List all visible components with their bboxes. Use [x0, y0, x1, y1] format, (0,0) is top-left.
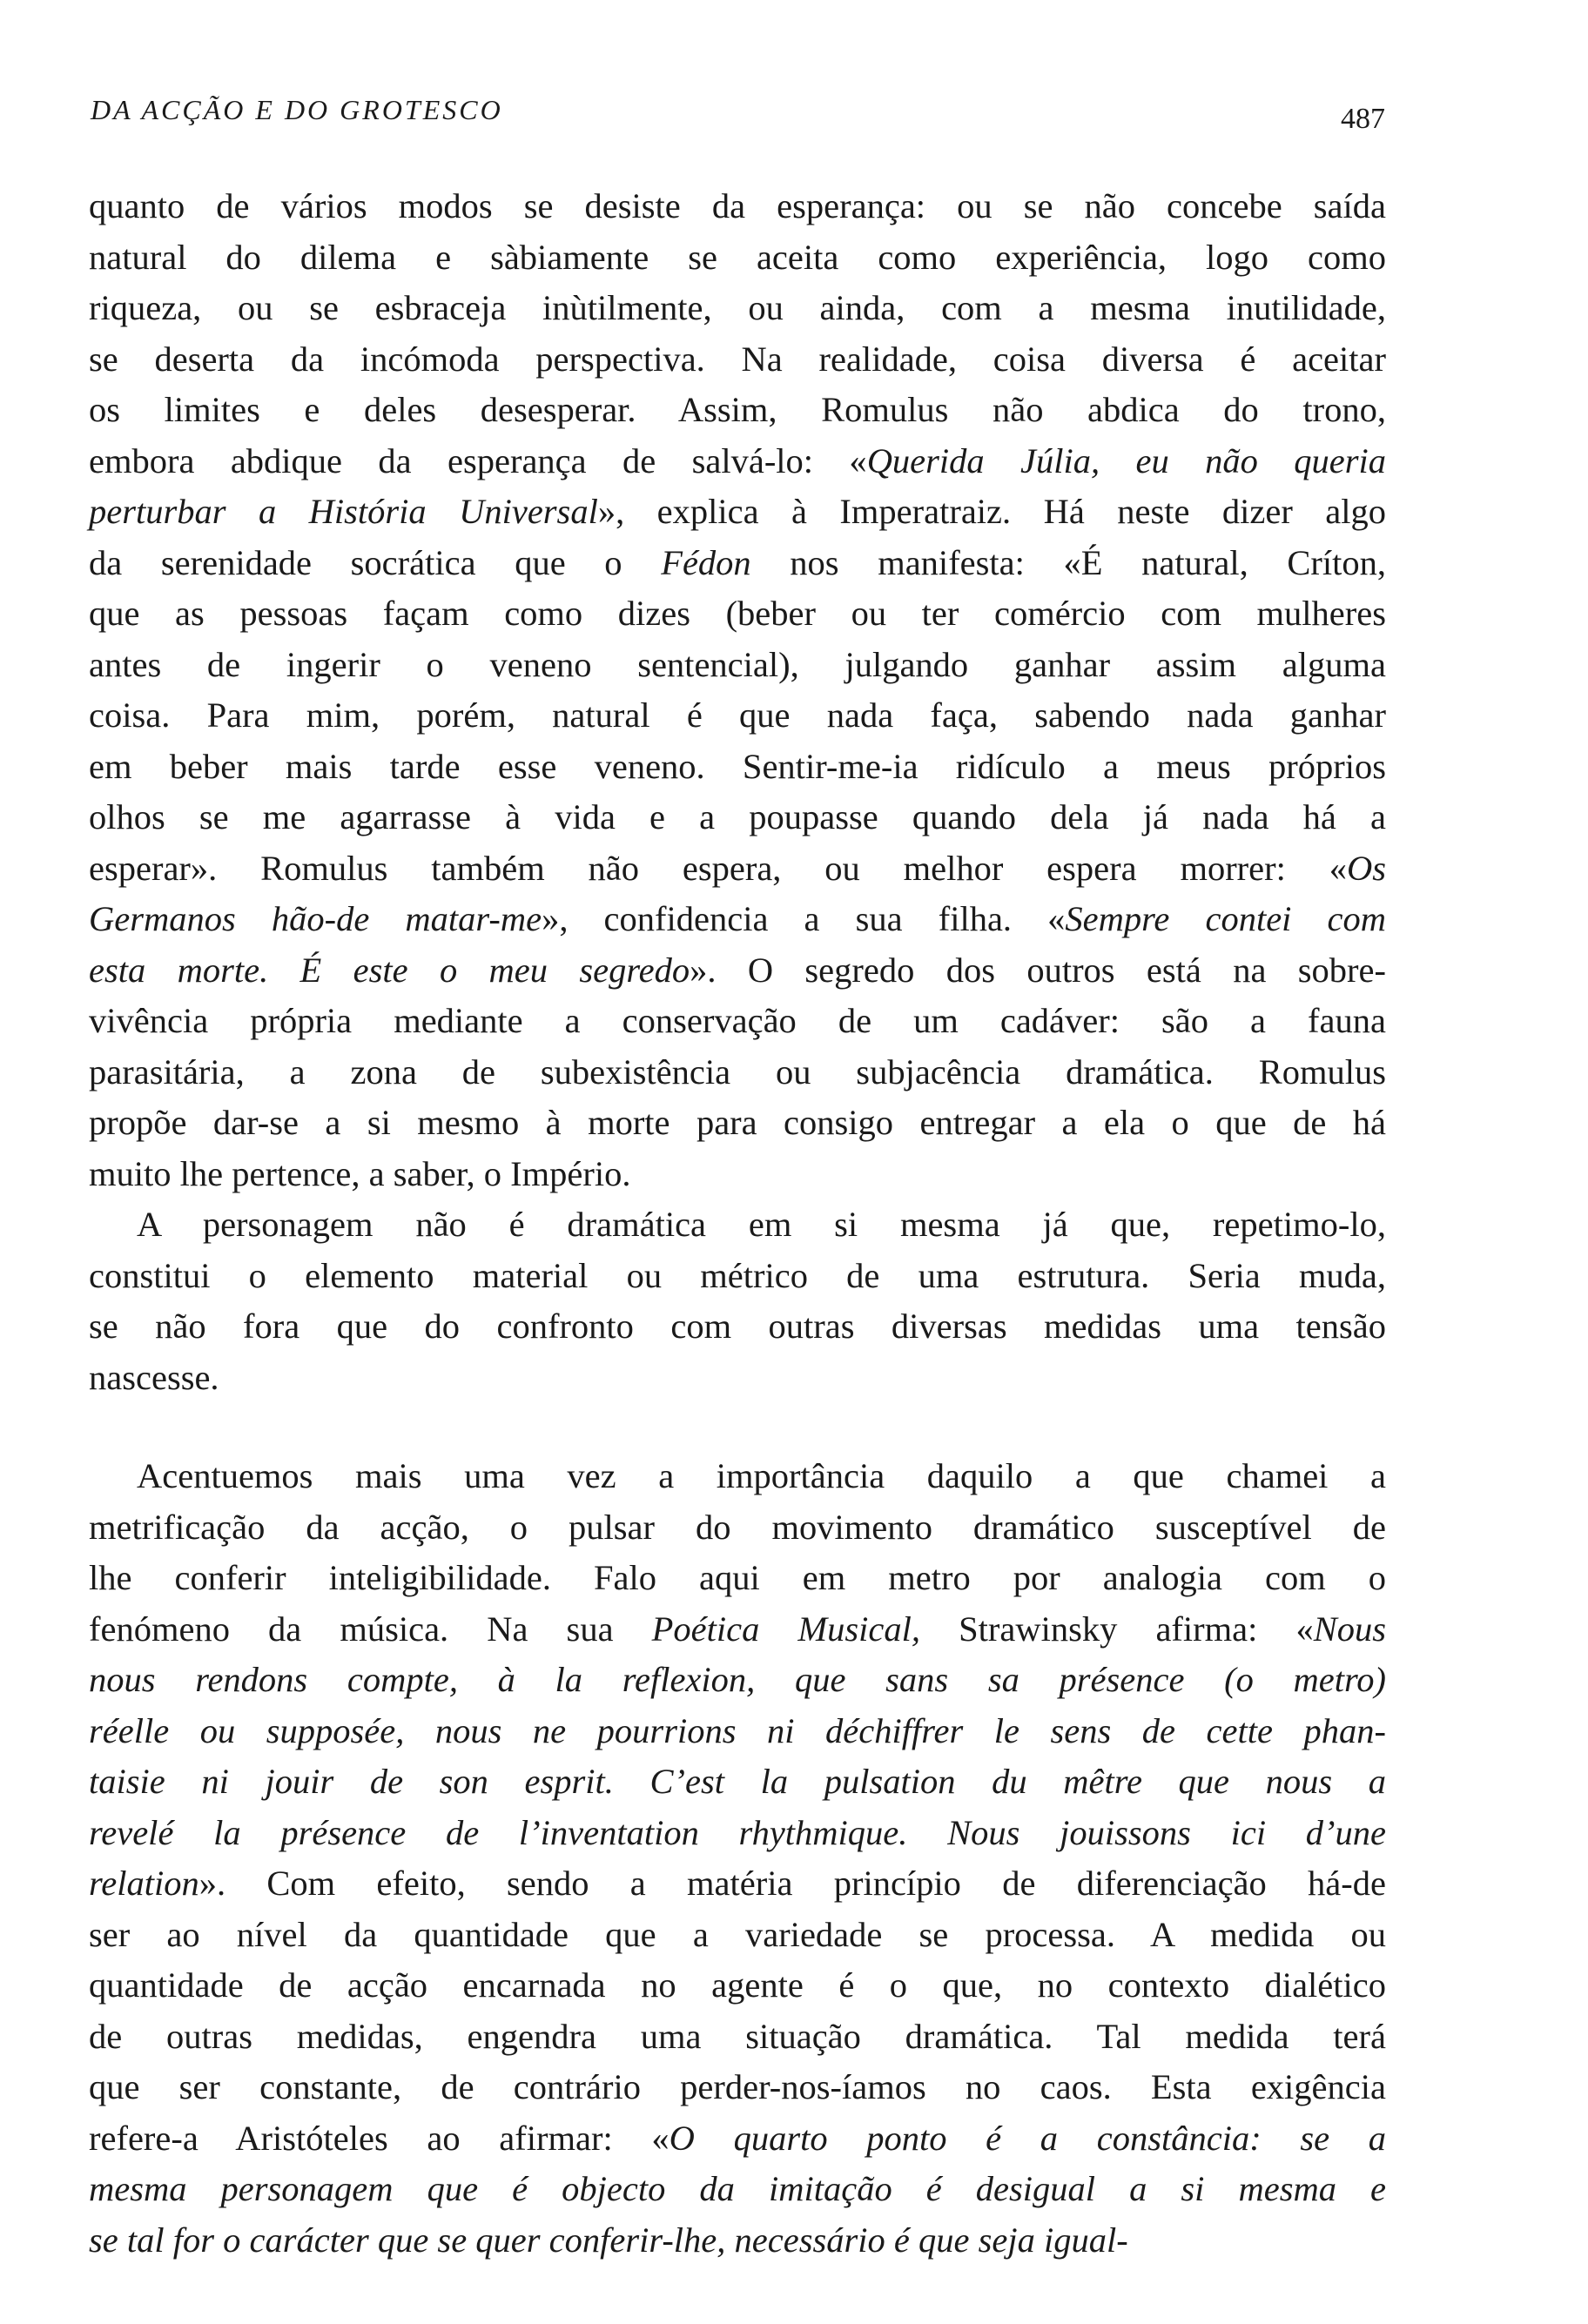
text-line	[89, 1604, 1386, 1656]
section-gap	[89, 1403, 1386, 1451]
text-line	[89, 1655, 1386, 1706]
text-line	[89, 945, 1386, 997]
text-line	[89, 2012, 1386, 2063]
text-run: A personagem não é dramática em si mesma já que, repetimo-lo,	[137, 1205, 1386, 1244]
text-line	[89, 1047, 1386, 1098]
text-line	[89, 2113, 1386, 2165]
text-line	[89, 2164, 1386, 2215]
text-run: se deserta da incómoda perspectiva. Na realidade, coisa diversa é aceitar	[89, 339, 1386, 379]
text-run: lhe conferir inteligibilidade. Falo aqui em metro por analogia com o	[89, 1558, 1386, 1597]
text-line	[89, 181, 1386, 232]
text-run: muito lhe pertence, a saber, o Império.	[89, 1153, 631, 1193]
text-line	[89, 1199, 1386, 1251]
text-run: se não fora que do confronto com outras diversas medidas uma tensão	[89, 1306, 1386, 1346]
text-line	[89, 2062, 1386, 2113]
italic-run: Poética Musical,	[651, 1609, 921, 1649]
italic-run: relation	[89, 1864, 199, 1903]
text-run: quanto de vários modos se desiste da esperança: ou se não concebe saída	[89, 186, 1386, 225]
text-run: ser ao nível da quantidade que a variedade se processa. A medida ou	[89, 1914, 1386, 1954]
text-line	[89, 894, 1386, 945]
text-run: quantidade de acção encarnada no agente é o que, no contexto dialético	[89, 1965, 1386, 2005]
italic-run: perturbar a História Universal	[89, 492, 598, 531]
italic-run: Nous	[1313, 1609, 1386, 1649]
text-run: embora abdique da esperança de salvá-lo: «	[89, 440, 867, 480]
italic-run: Sempre contei com	[1065, 899, 1386, 938]
italic-run: revelé la présence de l’inventation rhythmique. Nous jouissons ici d’une	[89, 1812, 1386, 1852]
text-line	[89, 538, 1386, 589]
text-run: Acentuemos mais uma vez a importância daquilo a que chamei a	[137, 1456, 1386, 1495]
italic-run: O quarto ponto é a constância: se a	[669, 2118, 1386, 2158]
text-line	[89, 1251, 1386, 1302]
italic-run: taisie ni jouir de son esprit. C’est la pulsation du mêtre que nous a	[89, 1762, 1386, 1801]
text-run: antes de ingerir o veneno sentencial), julgando ganhar assim alguma	[89, 644, 1386, 684]
text-line	[89, 1808, 1386, 1859]
italic-run: réelle ou supposée, nous ne pourrions ni déchiffrer le sens de cette phan-	[89, 1710, 1386, 1750]
text-run: parasitária, a zona de subexistência ou subjacência dramática. Romulus	[89, 1051, 1386, 1091]
text-line	[89, 1353, 1386, 1404]
italic-run: nous rendons compte, à la reflexion, que sans sa présence (o metro)	[89, 1660, 1386, 1699]
text-run: metrificação da acção, o pulsar do movimento dramático susceptível de	[89, 1507, 1386, 1547]
text-line	[89, 232, 1386, 284]
text-run: que ser constante, de contrário perder-nos-íamos no caos. Esta exigência	[89, 2067, 1386, 2106]
italic-run: Fédon	[661, 542, 751, 582]
text-run: ». Com efeito, sendo a matéria princípio de diferenciação há-de	[198, 1864, 1386, 1903]
text-run: de outras medidas, engendra uma situação dramática. Tal medida terá	[89, 2016, 1386, 2056]
text-line	[89, 1910, 1386, 1961]
text-run: olhos se me agarrasse à vida e a poupasse quando dela já nada há a	[89, 797, 1386, 836]
text-line	[89, 588, 1386, 640]
text-run: riqueza, ou se esbraceja inùtilmente, ou ainda, com a mesma inutilidade,	[89, 288, 1386, 327]
running-title: DA ACÇÃO E DO GROTESCO	[91, 94, 503, 125]
text-line	[89, 640, 1386, 691]
italic-run: esta morte. É este o meu segredo	[89, 950, 690, 990]
text-run: Strawinsky afirma: «	[920, 1609, 1314, 1649]
italic-run: se tal for o carácter que se quer conferir-lhe, necessário é que seja igual-	[89, 2220, 1128, 2260]
text-line	[89, 1553, 1386, 1604]
text-line	[89, 996, 1386, 1047]
body-text	[89, 181, 1386, 2266]
text-run: refere-a Aristóteles ao afirmar: «	[89, 2118, 670, 2158]
text-line	[89, 1301, 1386, 1353]
text-run: da serenidade socrática que o	[89, 542, 662, 582]
text-run: que as pessoas façam como dizes (beber ou ter comércio com mulheres	[89, 594, 1386, 633]
text-line	[89, 690, 1386, 742]
text-line	[89, 1756, 1386, 1808]
text-line	[89, 1706, 1386, 1757]
text-run: », explica à Imperatraiz. Há neste dizer algo	[597, 492, 1387, 531]
text-line	[89, 1960, 1386, 2012]
text-line	[89, 385, 1386, 436]
text-line	[89, 843, 1386, 895]
paragraph	[89, 181, 1386, 1199]
paragraph	[89, 1451, 1386, 2266]
paragraph	[89, 1199, 1386, 1403]
text-line	[89, 1502, 1386, 1554]
text-line	[89, 2215, 1386, 2267]
text-line	[89, 1098, 1386, 1149]
text-line	[89, 436, 1386, 487]
italic-run: Germanos hão-de matar-me	[89, 899, 542, 938]
text-line	[89, 1149, 1386, 1200]
text-line	[89, 792, 1386, 843]
text-run: esperar». Romulus também não espera, ou melhor espera morrer: «	[89, 848, 1347, 888]
text-run: coisa. Para mim, porém, natural é que nada faça, sabendo nada ganhar	[89, 695, 1386, 735]
text-run: constitui o elemento material ou métrico de uma estrutura. Seria muda,	[89, 1255, 1386, 1295]
text-run: em beber mais tarde esse veneno. Sentir-me-ia ridículo a meus próprios	[89, 746, 1386, 786]
italic-run: mesma personagem que é objecto da imitação é desigual a si mesma e	[89, 2169, 1386, 2208]
text-line	[89, 742, 1386, 793]
text-line	[89, 1858, 1386, 1910]
text-run: nos manifesta: «É natural, Críton,	[750, 542, 1386, 582]
text-run: ». O segredo dos outros está na sobre-	[690, 950, 1387, 990]
text-run: fenómeno da música. Na sua	[89, 1609, 652, 1649]
text-line	[89, 334, 1386, 386]
text-run: nascesse.	[89, 1357, 219, 1397]
text-run: », confidencia a sua filha. «	[542, 899, 1066, 938]
text-run: propõe dar-se a si mesmo à morte para consigo entregar a ela o que de há	[89, 1103, 1386, 1142]
text-run: os limites e deles desesperar. Assim, Romulus não abdica do trono,	[89, 390, 1386, 429]
italic-run: Querida Júlia, eu não queria	[866, 440, 1386, 480]
text-line	[89, 1451, 1386, 1502]
text-run: natural do dilema e sàbiamente se aceita como experiência, logo como	[89, 237, 1386, 277]
page-number: 487	[1341, 103, 1385, 135]
text-line	[89, 487, 1386, 538]
italic-run: Os	[1346, 848, 1386, 888]
text-line	[89, 283, 1386, 334]
text-run: vivência própria mediante a conservação de um cadáver: são a fauna	[89, 1001, 1386, 1040]
